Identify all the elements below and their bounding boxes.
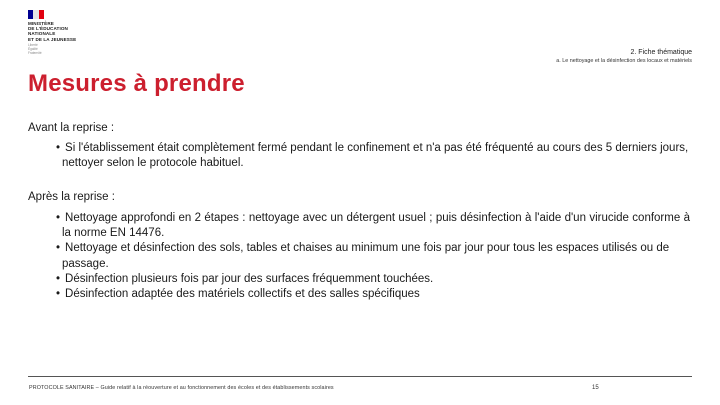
page-title: Mesures à prendre	[28, 70, 245, 97]
motto-line: Liberté	[28, 42, 38, 47]
bullet-list-before	[56, 141, 690, 171]
ministry-name-line: NATIONALE	[28, 31, 56, 37]
section-heading-before: Avant la reprise :	[28, 122, 115, 134]
page-number: 15	[592, 385, 599, 391]
section-heading-after: Après la reprise :	[28, 191, 115, 203]
ministry-name-line: MINISTÈRE	[28, 21, 54, 26]
ministry-name	[28, 21, 88, 42]
list-item: • Nettoyage approfondi en 2 étapes : nettoyage avec un détergent usuel ; puis désinfection à l'aide d'un virucide conforme à la norme EN 14476.	[56, 211, 690, 241]
fiche-subtitle: a. Le nettoyage et la désinfection des locaux et matériels	[556, 58, 692, 64]
republic-motto	[28, 44, 88, 56]
ministry-name-line: DE L'ÉDUCATION	[28, 26, 68, 32]
ministry-logo	[28, 10, 88, 56]
footer-divider	[28, 376, 692, 377]
list-item: • Nettoyage et désinfection des sols, tables et chaises au minimum une fois par jour pour tous les espaces utilisés ou de passage.	[56, 241, 690, 271]
french-flag-icon	[28, 10, 44, 19]
list-item: • Désinfection adaptée des matériels collectifs et des salles spécifiques	[56, 287, 690, 302]
fiche-label: 2. Fiche thématique	[630, 49, 692, 56]
list-item: • Si l'établissement était complètement fermé pendant le confinement et n'a pas été fréquenté au cours des 5 derniers jours, nettoyer selon le protocole habituel.	[56, 141, 690, 171]
bullet-list-after	[56, 211, 690, 302]
ministry-name-line: ET DE LA JEUNESSE	[28, 36, 77, 42]
motto-line: Égalité	[28, 46, 38, 51]
list-item: • Désinfection plusieurs fois par jour des surfaces fréquemment touchées.	[56, 272, 690, 287]
footer-text: PROTOCOLE SANITAIRE – Guide relatif à la réouverture et au fonctionnement des écoles et des établissements scolaires	[29, 385, 334, 391]
motto-line: Fraternité	[28, 50, 42, 55]
slide-header	[556, 48, 692, 65]
